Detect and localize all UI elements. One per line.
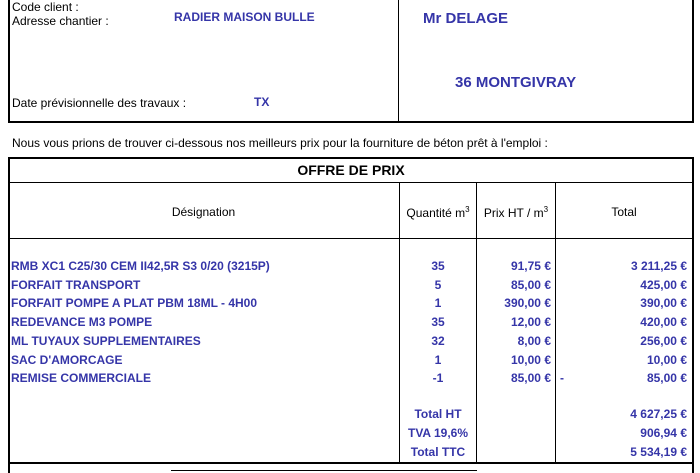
row-designation: SAC D'AMORCAGE xyxy=(11,352,123,367)
totals-label: TVA 19,6% xyxy=(407,426,469,440)
code-client-label: Code client : xyxy=(12,0,79,14)
date-label: Date prévisionnelle des travaux : xyxy=(12,96,187,110)
header-price-label: Prix HT / m xyxy=(483,206,544,220)
row-total: 85,00 € xyxy=(646,371,687,386)
border xyxy=(692,157,694,473)
border xyxy=(8,0,10,123)
row-total: 3 211,25 € xyxy=(630,259,687,273)
row-designation: REMISE COMMERCIALE xyxy=(11,371,152,386)
row-price: 85,00 € xyxy=(510,277,551,292)
totals-value: 906,94 € xyxy=(640,426,687,440)
row-sign: - xyxy=(560,371,564,386)
header-price-sup: 3 xyxy=(543,205,549,214)
border xyxy=(8,121,694,123)
totals-value: 4 627,25 € xyxy=(630,407,687,421)
divider xyxy=(8,182,694,183)
header-total: Total xyxy=(611,205,637,219)
border xyxy=(8,462,694,464)
row-designation: FORFAIT TRANSPORT xyxy=(11,277,141,292)
header-quantity-label: Quantité m xyxy=(406,206,466,220)
row-total: 256,00 € xyxy=(640,333,687,348)
row-quantity: 1 xyxy=(434,352,442,367)
row-quantity: -1 xyxy=(432,371,444,386)
row-quantity: 32 xyxy=(431,333,445,348)
row-price: 8,00 € xyxy=(517,333,551,348)
row-total: 425,00 € xyxy=(640,277,687,292)
client-city: 36 MONTGIVRAY xyxy=(455,74,577,91)
header-designation: Désignation xyxy=(171,205,236,219)
row-price: 85,00 € xyxy=(510,371,551,386)
row-price: 91,75 € xyxy=(510,259,551,273)
header-quantity-sup: 3 xyxy=(465,205,470,214)
totals-label: Total HT xyxy=(414,407,462,421)
row-designation: ML TUYAUX SUPPLEMENTAIRES xyxy=(11,333,201,348)
row-quantity: 35 xyxy=(431,259,445,273)
row-quantity: 1 xyxy=(434,296,442,311)
table-title: OFFRE DE PRIX xyxy=(297,162,405,178)
intro-text: Nous vous prions de trouver ci-dessous nos meilleurs prix pour la fourniture de béton prêt à l'emploi : xyxy=(12,136,548,150)
divider xyxy=(8,238,694,239)
address-label: Adresse chantier : xyxy=(12,14,109,28)
row-designation: FORFAIT POMPE A PLAT PBM 18ML - 4H00 xyxy=(11,296,258,311)
row-price: 12,00 € xyxy=(510,315,551,330)
border xyxy=(692,0,694,123)
divider xyxy=(398,0,399,123)
row-quantity: 5 xyxy=(434,277,442,292)
totals-label: Total TTC xyxy=(410,445,466,459)
address-value: RADIER MAISON BULLE xyxy=(174,10,315,24)
date-value: TX xyxy=(254,95,270,109)
divider xyxy=(171,470,477,471)
totals-value: 5 534,19 € xyxy=(630,445,687,459)
header-price xyxy=(477,205,555,220)
border xyxy=(8,157,694,159)
client-name: Mr DELAGE xyxy=(423,10,509,27)
row-price: 390,00 € xyxy=(504,296,551,311)
row-total: 10,00 € xyxy=(646,352,687,367)
row-designation: REDEVANCE M3 POMPE xyxy=(11,315,153,330)
row-quantity: 35 xyxy=(431,315,445,330)
row-total: 390,00 € xyxy=(640,296,687,311)
header-quantity xyxy=(400,205,476,220)
row-price: 10,00 € xyxy=(510,352,551,367)
row-designation: RMB XC1 C25/30 CEM II42,5R S3 0/20 (3215P) xyxy=(11,259,270,273)
row-total: 420,00 € xyxy=(640,315,687,330)
